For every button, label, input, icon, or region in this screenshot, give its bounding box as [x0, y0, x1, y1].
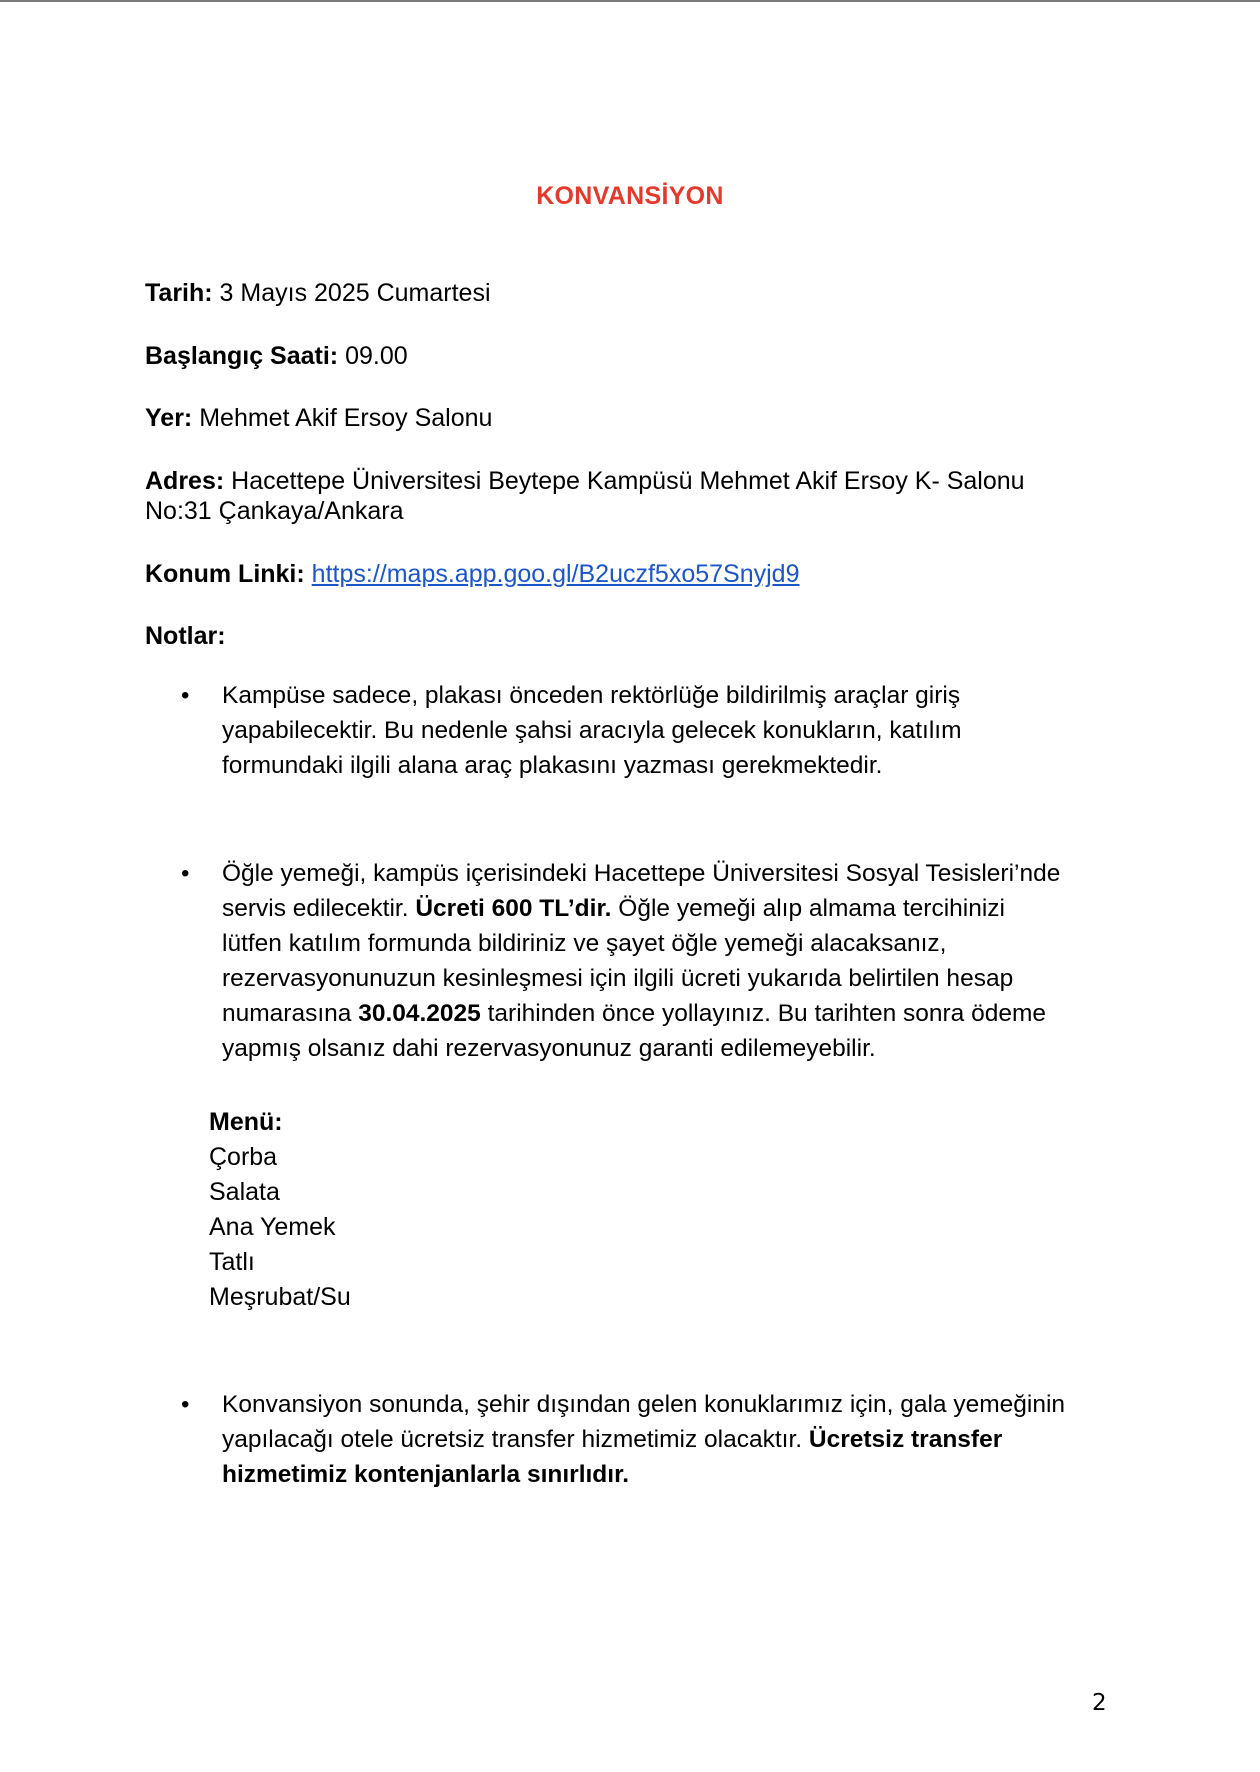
date-label: Tarih:: [145, 279, 213, 307]
page-number: 2: [1092, 1690, 1107, 1716]
transfer-note-bold: Ücretsiz transfer: [808, 1426, 1003, 1453]
bullet2-line2-post: Öğle yemeği alıp almama tercihinizi: [611, 895, 1005, 922]
address-value: Hacettepe Üniversitesi Beytepe Kampüsü Mehmet Akif Ersoy K- Salonu: [231, 467, 1025, 495]
bullet1-line3: formundaki ilgili alana araç plakasını yazması gerekmektedir.: [222, 752, 883, 779]
list-item: [222, 1387, 1112, 1492]
menu-block: [209, 1105, 351, 1315]
location-link[interactable]: https://maps.app.goo.gl/B2uczf5xo57Snyjd9: [311, 560, 800, 588]
start-time-field: [145, 341, 1085, 371]
date-field: [145, 278, 1085, 308]
bullet1-line1: Kampüse sadece, plakası önceden rektörlüğe bildirilmiş araçlar giriş: [222, 682, 961, 709]
document-title: KONVANSİYON: [536, 182, 724, 210]
menu-item: Salata: [209, 1178, 280, 1206]
location-link-label: Konum Linki:: [145, 560, 305, 588]
bullet2-line5-pre: numarasına: [222, 1000, 359, 1027]
notes-label: Notlar:: [145, 622, 226, 650]
page-top-border: [0, 0, 1260, 2]
address-label: Adres:: [145, 467, 225, 495]
bullet-marker: •: [181, 682, 190, 709]
start-time-label: Başlangıç Saati:: [145, 342, 339, 370]
list-item: [222, 678, 1112, 783]
bullet3-line2-pre: yapılacağı otele ücretsiz transfer hizmetimiz olacaktır.: [222, 1426, 809, 1453]
lunch-fee-note: Ücreti 600 TL’dir.: [415, 895, 612, 922]
menu-item: Çorba: [209, 1143, 278, 1171]
start-time-value: 09.00: [345, 342, 408, 370]
menu-item: Tatlı: [209, 1248, 255, 1276]
list-item: [222, 856, 1112, 1066]
payment-deadline: 30.04.2025: [358, 1000, 481, 1027]
address-value-line2: No:31 Çankaya/Ankara: [145, 497, 404, 525]
bullet-marker: •: [181, 1391, 190, 1418]
venue-field: [145, 403, 1085, 433]
bullet3-line1: Konvansiyon sonunda, şehir dışından gelen konuklarımız için, gala yemeğinin: [222, 1391, 1066, 1418]
venue-value: Mehmet Akif Ersoy Salonu: [199, 404, 493, 432]
date-value: 3 Mayıs 2025 Cumartesi: [219, 279, 491, 307]
bullet2-line2-pre: servis edilecektir.: [222, 895, 416, 922]
bullet2-line6: yapmış olsanız dahi rezervasyonunuz garanti edilemeyebilir.: [222, 1035, 876, 1062]
venue-label: Yer:: [145, 404, 193, 432]
bullet1-line2: yapabilecektir. Bu nedenle şahsi aracıyla gelecek konukların, katılım: [222, 717, 962, 744]
bullet2-line5-post: tarihinden önce yollayınız. Bu tarihten sonra ödeme: [480, 1000, 1047, 1027]
transfer-limit-note: hizmetimiz kontenjanlarla sınırlıdır.: [222, 1461, 630, 1488]
menu-heading: Menü:: [209, 1108, 283, 1136]
bullet2-line4: rezervasyonunuzun kesinleşmesi için ilgili ücreti yukarıda belirtilen hesap: [222, 965, 1014, 992]
bullet-marker: •: [181, 860, 190, 887]
menu-item: Meşrubat/Su: [209, 1283, 351, 1311]
bullet2-line1: Öğle yemeği, kampüs içerisindeki Hacettepe Üniversitesi Sosyal Tesisleri’nde: [222, 860, 1061, 887]
notes-heading: [145, 621, 1085, 651]
menu-item: Ana Yemek: [209, 1213, 336, 1241]
location-link-field: [145, 559, 1085, 589]
bullet2-line3: lütfen katılım formunda bildiriniz ve şayet öğle yemeği alacaksanız,: [222, 930, 947, 957]
address-field: [145, 466, 1085, 526]
